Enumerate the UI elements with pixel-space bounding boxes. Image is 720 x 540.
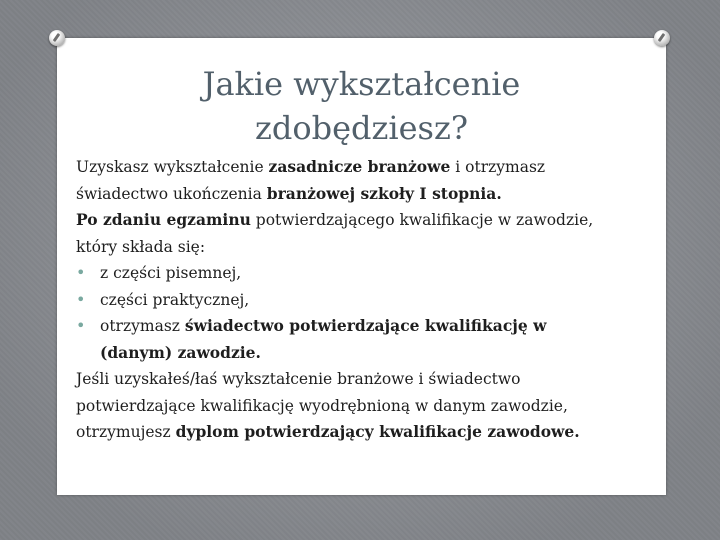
bold-text: świadectwo potwierdzające kwalifikację w [184, 316, 547, 335]
pushpin-icon [654, 30, 670, 46]
text: otrzymujesz [76, 423, 176, 441]
text: potwierdzającego kwalifikacje w zawodzie, [250, 211, 594, 229]
slide-title [57, 62, 666, 150]
list-item-text: otrzymasz [100, 317, 185, 335]
text: który składa się: [76, 237, 206, 256]
paragraph-2 [76, 207, 666, 260]
list-item-text: z części pisemnej, [100, 264, 242, 282]
bold-text: (danym) zawodzie. [100, 342, 261, 362]
title-line-1: Jakie wykształcenie [202, 65, 521, 103]
pushpin-icon [49, 30, 65, 46]
bold-text: zasadnicze branżowe [268, 157, 451, 176]
list-item [76, 260, 666, 287]
paragraph-3 [76, 366, 666, 446]
slide-body [76, 154, 666, 446]
bold-text: Po zdaniu egzaminu [76, 210, 251, 229]
bullet-icon: • [76, 263, 86, 282]
list-item [76, 287, 666, 314]
bold-text: dyplom potwierdzający kwalifikacje zawodowe. [175, 422, 580, 441]
paragraph-1 [76, 154, 666, 207]
text: Uzyskasz wykształcenie [76, 158, 269, 176]
text: i otrzymasz [450, 158, 546, 176]
text: Jeśli uzyskałeś/łaś wykształcenie branżowe i świadectwo [76, 370, 521, 388]
bullet-icon: • [76, 289, 86, 309]
bold-text: branżowej szkoły I stopnia. [266, 183, 502, 203]
bullet-icon: • [76, 316, 86, 335]
list-item [76, 313, 666, 340]
title-line-2: zdobędziesz? [255, 109, 468, 147]
text: świadectwo ukończenia [76, 184, 267, 203]
text: potwierdzające kwalifikację wyodrębnioną w danym zawodzie, [76, 396, 568, 415]
list-item-continuation [76, 340, 666, 367]
list-item-text: części praktycznej, [100, 290, 250, 309]
